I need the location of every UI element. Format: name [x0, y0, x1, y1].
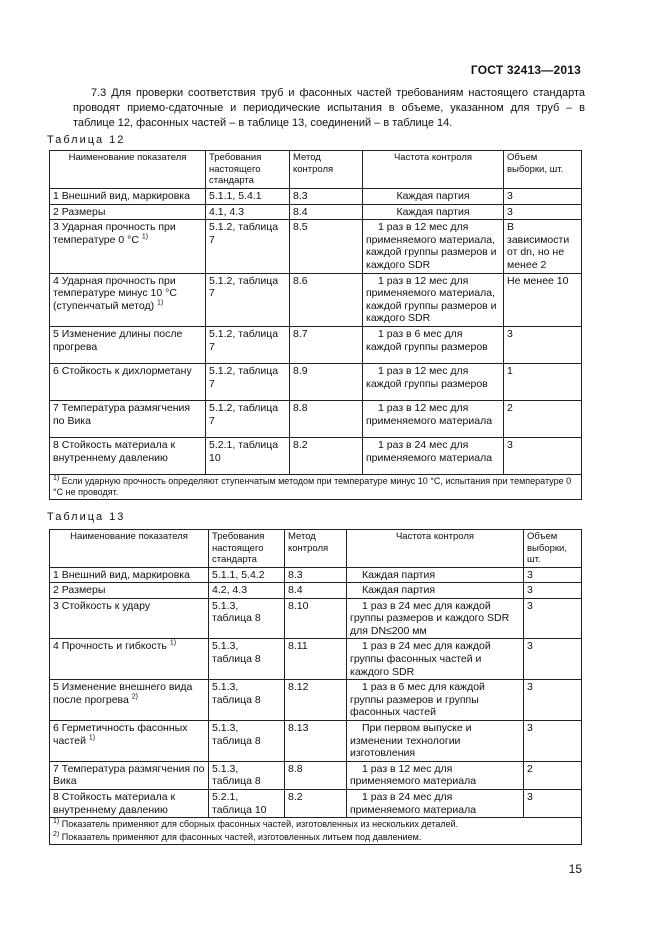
- footnote-ref: 1): [157, 299, 164, 307]
- table-row: [50, 189, 582, 205]
- cell-frequency: Каждая партия: [347, 567, 524, 583]
- cell-name: 8 Стойкость материала к внутреннему давлению: [50, 437, 206, 474]
- cell-method: 8.8: [285, 761, 347, 789]
- cell-frequency: 1 раз в 6 мес для каждой группы размеров: [363, 326, 504, 363]
- table-row: [50, 598, 582, 639]
- cell-requirements: 5.1.3, таблица 8: [209, 680, 285, 721]
- cell-volume: 3: [504, 204, 582, 220]
- table13-caption: Таблица 13: [47, 511, 126, 523]
- cell-name: 8 Стойкость материала к внутреннему давлению: [50, 790, 209, 818]
- cell-name: 6 Стойкость к дихлорметану: [50, 363, 206, 400]
- cell-volume: 3: [504, 326, 582, 363]
- cell-name: 1 Внешний вид, маркировка: [50, 189, 206, 205]
- table-row: [50, 680, 582, 721]
- table-row: [50, 790, 582, 818]
- table-footnote-row: [50, 818, 582, 832]
- cell-frequency: Каждая партия: [363, 204, 504, 220]
- cell-volume: 1: [504, 363, 582, 400]
- cell-frequency: 1 раз в 12 мес для применяемого материала: [347, 761, 524, 789]
- cell-frequency: 1 раз в 12 мес для применяемого материала, каждой группы размеров и каждого SDR: [363, 220, 504, 273]
- cell-method: 8.8: [290, 400, 363, 437]
- col-header-volume: Объем выборки, шт.: [504, 151, 582, 189]
- cell-method: 8.3: [290, 189, 363, 205]
- cell-volume: 3: [524, 790, 582, 818]
- cell-method: 8.5: [290, 220, 363, 273]
- col-header-frequency: Частота контроля: [363, 151, 504, 189]
- cell-requirements: 4.1, 4.3: [206, 204, 290, 220]
- cell-name: 5 Изменение внешнего вида после прогрева $^{2)}$: [50, 680, 209, 721]
- cell-frequency: 1 раз в 24 мес для применяемого материала: [347, 790, 524, 818]
- cell-frequency: 1 раз в 12 мес для каждой группы размеров: [363, 363, 504, 400]
- footnote-ref: 2): [131, 693, 138, 701]
- table12-caption: Таблица 12: [47, 134, 126, 146]
- cell-name: 7 Температура размягчения по Вика: [50, 400, 206, 437]
- col-header-name: Наименование показателя: [50, 530, 209, 568]
- intro-paragraph: 7.3 Для проверки соответствия труб и фасонных частей требованиям настоящего стандарта проводят приемо-сдаточные и периодические испытания в объеме, указанном для труб – в таблице 12, фасонных частей – в таблице 13, соединений – в таблице 14.: [73, 87, 585, 129]
- cell-name: 3 Ударная прочность при температуре 0 °С $^{1)}$: [50, 220, 206, 273]
- table-row: [50, 437, 582, 474]
- cell-method: 8.9: [290, 363, 363, 400]
- table-header-row: [50, 530, 582, 568]
- col-header-volume: Объем выборки, шт.: [524, 530, 582, 568]
- table-footnote: $^{1)}$ Если ударную прочность определяют ступенчатым методом при температуре минус 10 °С, испытания при температуре 0 °С не проводят.: [50, 474, 582, 499]
- cell-method: 8.6: [290, 273, 363, 326]
- cell-method: 8.10: [285, 598, 347, 639]
- cell-name: 1 Внешний вид, маркировка: [50, 567, 209, 583]
- table-row: [50, 273, 582, 326]
- cell-frequency: Каждая партия: [347, 583, 524, 599]
- table-12: [49, 150, 582, 500]
- cell-frequency: 1 раз в 24 мес для применяемого материала: [363, 437, 504, 474]
- cell-frequency: 1 раз в 24 мес для каждой группы фасонных частей и каждого SDR: [347, 639, 524, 680]
- cell-requirements: 4.2, 4.3: [209, 583, 285, 599]
- cell-volume: 2: [504, 400, 582, 437]
- cell-name: 4 Ударная прочность при температуре минус 10 °С (ступенчатый метод) $^{1)}$: [50, 273, 206, 326]
- cell-name: 4 Прочность и гибкость $^{1)}$: [50, 639, 209, 680]
- cell-volume: 3: [524, 583, 582, 599]
- standard-code: ГОСТ 32413—2013: [470, 63, 581, 77]
- col-header-requirements: Требования настоящего стандарта: [209, 530, 285, 568]
- col-header-name: Наименование показателя: [50, 151, 206, 189]
- cell-volume: Не менее 10: [504, 273, 582, 326]
- cell-requirements: 5.1.2, таблица 7: [206, 363, 290, 400]
- cell-frequency: При первом выпуске и изменении технологии изготовления: [347, 721, 524, 762]
- cell-requirements: 5.1.1, 5.4.1: [206, 189, 290, 205]
- cell-requirements: 5.1.3, таблица 8: [209, 761, 285, 789]
- table-footnote-row: [50, 474, 582, 499]
- cell-volume: 3: [504, 189, 582, 205]
- cell-method: 8.13: [285, 721, 347, 762]
- cell-name: 5 Изменение длины после прогрева: [50, 326, 206, 363]
- footnote-mark: 1): [53, 474, 60, 482]
- cell-requirements: 5.1.1, 5.4.2: [209, 567, 285, 583]
- table-row: [50, 639, 582, 680]
- table-footnote-1: $^{1)}$ Показатель применяют для сборных фасонных частей, изготовленных из нескольких деталей.: [50, 818, 582, 832]
- cell-requirements: 5.1.3, таблица 8: [209, 598, 285, 639]
- cell-method: 8.2: [285, 790, 347, 818]
- cell-volume: 2: [524, 761, 582, 789]
- cell-requirements: 5.2.1, таблица 10: [206, 437, 290, 474]
- cell-frequency: Каждая партия: [363, 189, 504, 205]
- cell-requirements: 5.1.2, таблица 7: [206, 326, 290, 363]
- col-header-method: Метод контроля: [285, 530, 347, 568]
- table-footnote-2: $^{2)}$ Показатель применяют для фасонных частей, изготовленных литьем под давлением.: [50, 831, 582, 845]
- cell-method: 8.12: [285, 680, 347, 721]
- cell-name: 2 Размеры: [50, 204, 206, 220]
- cell-method: 8.3: [285, 567, 347, 583]
- table-13: [49, 529, 582, 845]
- cell-volume: 3: [524, 721, 582, 762]
- table-row: [50, 400, 582, 437]
- footnote-mark: 2): [53, 831, 60, 839]
- footnote-mark: 1): [53, 818, 60, 826]
- page-number: 15: [568, 862, 582, 876]
- cell-method: 8.4: [285, 583, 347, 599]
- cell-frequency: 1 раз в 6 мес для каждой группы размеров и группы фасонных частей: [347, 680, 524, 721]
- col-header-requirements: Требования настоящего стандарта: [206, 151, 290, 189]
- cell-requirements: 5.2.1, таблица 10: [209, 790, 285, 818]
- cell-requirements: 5.1.2, таблица 7: [206, 400, 290, 437]
- cell-name: 7 Температура размягчения по Вика: [50, 761, 209, 789]
- footnote-ref: 1): [169, 639, 177, 647]
- cell-volume: 3: [524, 680, 582, 721]
- table-row: [50, 204, 582, 220]
- cell-requirements: 5.1.3, таблица 8: [209, 721, 285, 762]
- cell-name: 6 Герметичность фасонных частей $^{1)}$: [50, 721, 209, 762]
- table-row: [50, 583, 582, 599]
- cell-volume: 3: [504, 437, 582, 474]
- table-row: [50, 220, 582, 273]
- cell-requirements: 5.1.2, таблица 7: [206, 273, 290, 326]
- table-row: [50, 721, 582, 762]
- cell-method: 8.7: [290, 326, 363, 363]
- cell-volume: В зависимости от dn, но не менее 2: [504, 220, 582, 273]
- col-header-frequency: Частота контроля: [347, 530, 524, 568]
- col-header-method: Метод контроля: [290, 151, 363, 189]
- footnote-ref: 1): [88, 734, 96, 742]
- table-row: [50, 326, 582, 363]
- cell-method: 8.11: [285, 639, 347, 680]
- cell-name: 2 Размеры: [50, 583, 209, 599]
- cell-frequency: 1 раз в 12 мес для применяемого материала, каждой группы размеров и каждого SDR: [363, 273, 504, 326]
- cell-volume: 3: [524, 639, 582, 680]
- cell-name: 3 Стойкость к удару: [50, 598, 209, 639]
- table-row: [50, 567, 582, 583]
- table-row: [50, 761, 582, 789]
- footnote-ref: 1): [141, 233, 149, 241]
- cell-requirements: 5.1.3, таблица 8: [209, 639, 285, 680]
- cell-volume: 3: [524, 598, 582, 639]
- table-header-row: [50, 151, 582, 189]
- cell-method: 8.4: [290, 204, 363, 220]
- table-row: [50, 363, 582, 400]
- cell-method: 8.2: [290, 437, 363, 474]
- cell-frequency: 1 раз в 24 мес для каждой группы размеров и каждого SDR для DN≤200 мм: [347, 598, 524, 639]
- cell-frequency: 1 раз в 12 мес для применяемого материала: [363, 400, 504, 437]
- cell-volume: 3: [524, 567, 582, 583]
- cell-requirements: 5.1.2, таблица 7: [206, 220, 290, 273]
- table-footnote-row: [50, 831, 582, 845]
